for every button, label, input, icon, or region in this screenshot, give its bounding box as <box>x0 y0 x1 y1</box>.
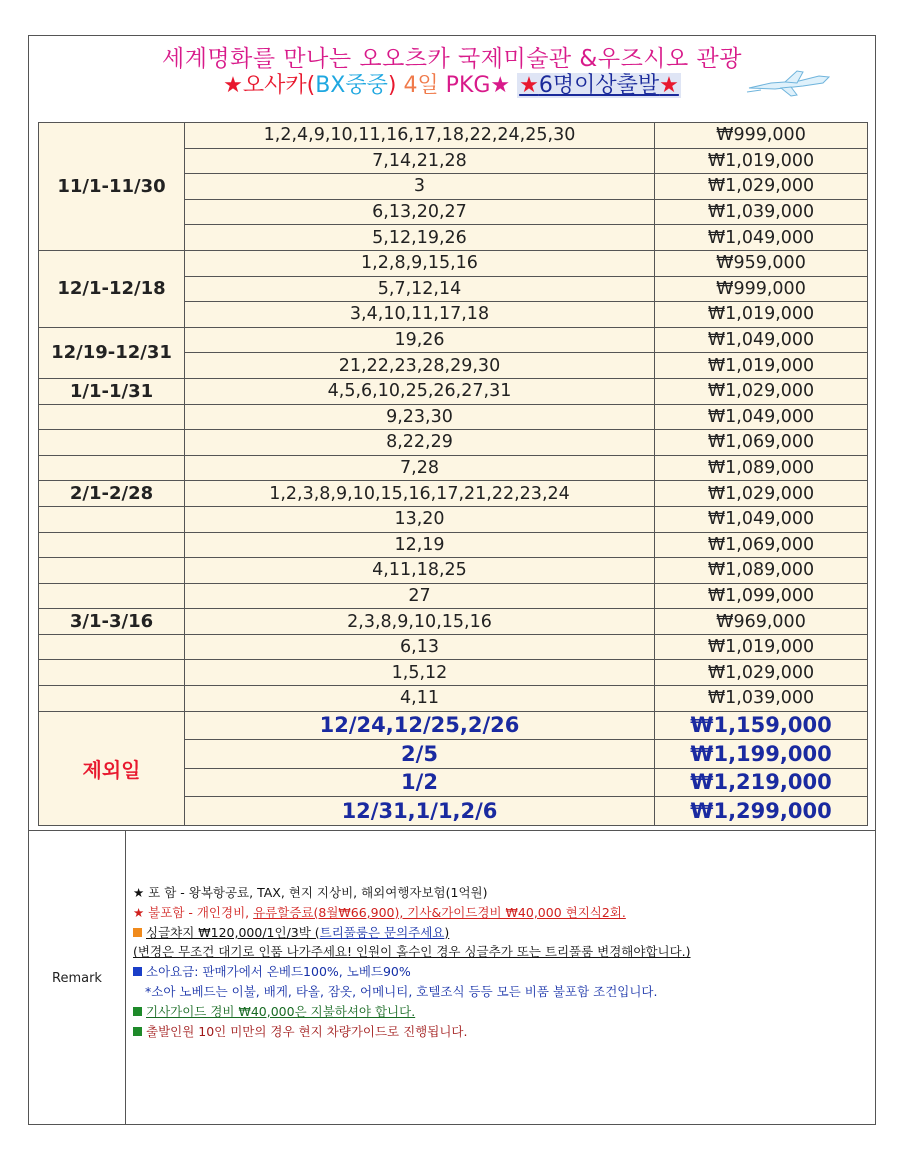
remark-guide <box>133 1002 853 1022</box>
period-cell-empty <box>39 558 185 584</box>
price-cell: ₩1,019,000 <box>655 634 868 660</box>
price-cell: ₩1,069,000 <box>655 430 868 456</box>
orange-square-icon <box>133 928 142 937</box>
price-cell: ₩1,019,000 <box>655 148 868 174</box>
excluded-price-cell: ₩1,219,000 <box>655 768 868 797</box>
price-cell: ₩959,000 <box>655 250 868 276</box>
price-cell: ₩1,049,000 <box>655 506 868 532</box>
dates-cell: 5,7,12,14 <box>185 276 655 302</box>
table-row <box>39 686 868 712</box>
remark-single-close: ) <box>444 924 450 940</box>
table-row <box>39 609 868 635</box>
blue-square-icon <box>133 967 142 976</box>
dates-cell: 8,22,29 <box>185 430 655 456</box>
price-cell: ₩1,039,000 <box>655 686 868 712</box>
price-cell: ₩1,089,000 <box>655 558 868 584</box>
price-cell: ₩969,000 <box>655 609 868 635</box>
dates-cell: 1,2,8,9,15,16 <box>185 250 655 276</box>
period-cell-empty <box>39 686 185 712</box>
price-cell: ₩1,029,000 <box>655 481 868 507</box>
remark-body <box>133 883 853 1041</box>
remark-exclude-detail: 유류할증료(8월₩66,900), 기사&가이드경비 ₩40,000 현지식2회. <box>253 904 626 920</box>
price-cell: ₩1,019,000 <box>655 302 868 328</box>
price-cell: ₩1,049,000 <box>655 225 868 251</box>
table-row <box>39 506 868 532</box>
period-cell-empty <box>39 583 185 609</box>
dates-cell: 7,28 <box>185 455 655 481</box>
title-duration: 4일 <box>403 73 439 98</box>
min-departure-badge <box>517 73 681 98</box>
star-icon: ★ <box>659 73 679 98</box>
excluded-dates-cell: 12/31,1/1,2/6 <box>185 797 655 826</box>
price-cell: ₩999,000 <box>655 123 868 149</box>
period-cell-empty <box>39 404 185 430</box>
price-cell: ₩1,049,000 <box>655 327 868 353</box>
remark-min-people-text: 출발인원 10인 미만의 경우 현지 차량가이드로 진행됩니다. <box>146 1023 468 1039</box>
dates-cell: 3 <box>185 174 655 200</box>
period-cell: 12/1-12/18 <box>39 250 185 327</box>
dates-cell: 1,2,3,8,9,10,15,16,17,21,22,23,24 <box>185 481 655 507</box>
table-row <box>39 327 868 353</box>
period-cell-empty <box>39 660 185 686</box>
remark-include: ★ 포 함 - 왕복항공료, TAX, 현지 지상비, 해외여행자보험(1억원) <box>133 885 488 900</box>
table-row <box>39 481 868 507</box>
excluded-dates-cell: 12/24,12/25,2/26 <box>185 711 655 740</box>
title-area <box>29 36 875 128</box>
price-table-body <box>39 123 868 826</box>
remark-single <box>133 923 853 943</box>
dates-cell: 13,20 <box>185 506 655 532</box>
dates-cell: 2,3,8,9,10,15,16 <box>185 609 655 635</box>
dates-cell: 12,19 <box>185 532 655 558</box>
remark-min-people <box>133 1022 853 1042</box>
table-row <box>39 250 868 276</box>
dates-cell: 9,23,30 <box>185 404 655 430</box>
remark-label: Remark <box>29 831 126 1125</box>
excluded-price-cell: ₩1,159,000 <box>655 711 868 740</box>
remark-child-text: 소아요금: 판매가에서 온베드100%, 노베드90% <box>146 964 411 980</box>
dates-cell: 4,11,18,25 <box>185 558 655 584</box>
price-cell: ₩1,069,000 <box>655 532 868 558</box>
dates-cell: 6,13,20,27 <box>185 199 655 225</box>
excluded-dates-cell: 1/2 <box>185 768 655 797</box>
title-paren-close: ) <box>387 73 404 98</box>
excluded-row <box>39 711 868 740</box>
title-airline: BX중중 <box>315 73 388 98</box>
excluded-price-cell: ₩1,199,000 <box>655 740 868 769</box>
period-cell-empty <box>39 634 185 660</box>
green-square-icon <box>133 1027 142 1036</box>
period-cell: 12/19-12/31 <box>39 327 185 378</box>
excluded-price-cell: ₩1,299,000 <box>655 797 868 826</box>
period-cell-empty <box>39 430 185 456</box>
dates-cell: 4,5,6,10,25,26,27,31 <box>185 378 655 404</box>
price-cell: ₩1,049,000 <box>655 404 868 430</box>
dates-cell: 4,11 <box>185 686 655 712</box>
table-row <box>39 455 868 481</box>
table-row <box>39 558 868 584</box>
dates-cell: 5,12,19,26 <box>185 225 655 251</box>
remark-child <box>133 962 853 982</box>
title-pkg: PKG★ <box>438 73 518 98</box>
period-cell-empty <box>39 455 185 481</box>
price-cell: ₩1,089,000 <box>655 455 868 481</box>
remark-single-note: (변경은 무조건 대기로 인품 나가주세요! 인원이 홀수인 경우 싱글추가 또는 트리풀룸 변경해야합니다.) <box>133 944 691 960</box>
table-row <box>39 378 868 404</box>
dates-cell: 19,26 <box>185 327 655 353</box>
excluded-label: 제외일 <box>39 711 185 825</box>
remark-exclude <box>133 903 853 923</box>
remark-triple-room: 트리풀룸은 문의주세요 <box>319 924 445 940</box>
price-cell: ₩1,039,000 <box>655 199 868 225</box>
price-cell: ₩1,029,000 <box>655 378 868 404</box>
remark-child-note: *소아 노베드는 이불, 배게, 타올, 잠옷, 어메니티, 호텔조식 등등 모든 비품 불포함 조건입니다. <box>145 983 658 999</box>
period-cell: 11/1-11/30 <box>39 123 185 251</box>
price-cell: ₩1,099,000 <box>655 583 868 609</box>
period-cell: 2/1-2/28 <box>39 481 185 507</box>
table-row <box>39 430 868 456</box>
remark-section <box>29 830 875 1125</box>
dates-cell: 1,2,4,9,10,11,16,17,18,22,24,25,30 <box>185 123 655 149</box>
dates-cell: 21,22,23,28,29,30 <box>185 353 655 379</box>
table-row <box>39 634 868 660</box>
dates-cell: 6,13 <box>185 634 655 660</box>
price-cell: ₩1,019,000 <box>655 353 868 379</box>
price-table <box>38 122 868 826</box>
dates-cell: 3,4,10,11,17,18 <box>185 302 655 328</box>
excluded-dates-cell: 2/5 <box>185 740 655 769</box>
remark-single-charge: 싱글챠지 ₩120,000/1인/3박 ( <box>146 924 320 940</box>
green-square-icon <box>133 1007 142 1016</box>
period-cell: 3/1-3/16 <box>39 609 185 635</box>
price-cell: ₩1,029,000 <box>655 174 868 200</box>
table-row <box>39 123 868 149</box>
min-departure-text: 6명이상출발 <box>538 73 660 98</box>
title-line-1: 세계명화를 만나는 오오츠카 국제미술관 &우즈시오 관광 <box>161 46 742 72</box>
itinerary-sheet <box>28 35 876 1125</box>
table-row <box>39 660 868 686</box>
table-row <box>39 404 868 430</box>
remark-guide-text: 기사가이드 경비 ₩40,000은 지불하셔야 합니다. <box>146 1003 416 1019</box>
remark-exclude-label: ★ 불포함 - 개인경비, <box>133 904 254 920</box>
dates-cell: 27 <box>185 583 655 609</box>
star-icon: ★ <box>519 73 539 98</box>
table-row <box>39 583 868 609</box>
table-row <box>39 532 868 558</box>
dates-cell: 1,5,12 <box>185 660 655 686</box>
period-cell-empty <box>39 532 185 558</box>
price-cell: ₩1,029,000 <box>655 660 868 686</box>
period-cell-empty <box>39 506 185 532</box>
title-star-prefix: ★오사카( <box>223 73 316 98</box>
period-cell: 1/1-1/31 <box>39 378 185 404</box>
airplane-icon <box>745 68 833 98</box>
dates-cell: 7,14,21,28 <box>185 148 655 174</box>
price-cell: ₩999,000 <box>655 276 868 302</box>
